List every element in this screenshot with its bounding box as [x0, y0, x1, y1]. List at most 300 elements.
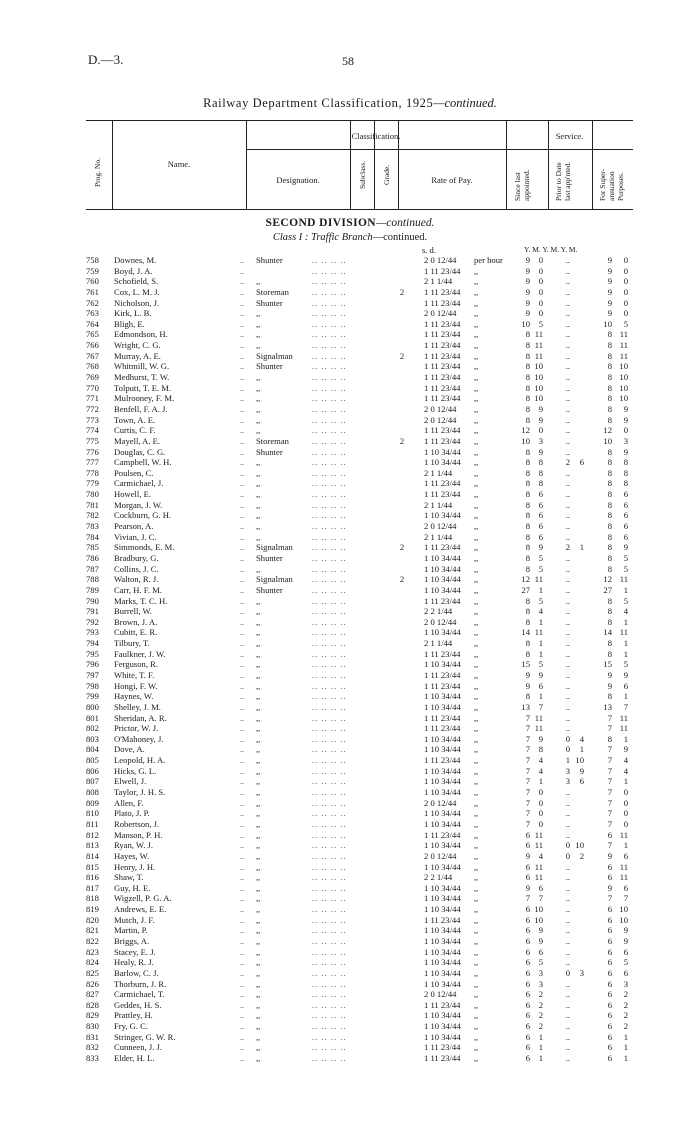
since-last-years: 8: [525, 446, 530, 457]
rate-period: ,,: [474, 989, 479, 1000]
rate-of-pay: 1 11 23/44: [424, 340, 461, 351]
since-last-years: 12: [521, 574, 530, 585]
designation: Signalman: [256, 574, 293, 585]
prior-years: ..: [565, 1031, 570, 1042]
leader-dots: .. .. .. ..: [312, 723, 347, 734]
since-last-years: 8: [525, 521, 530, 532]
leader-dots: .. .. .. ..: [312, 510, 347, 521]
super-months: 0: [623, 286, 628, 297]
since-last-months: 1: [538, 648, 543, 659]
employee-name: Bradbury, G.: [114, 552, 159, 563]
leader-dots: ..: [240, 669, 245, 680]
leader-dots: .. .. .. ..: [312, 308, 347, 319]
super-months: 0: [623, 797, 628, 808]
table-row: [0, 670, 700, 681]
employee-name: O'Mahoney, J.: [114, 733, 164, 744]
prior-months: 1: [579, 744, 584, 755]
prior-years: ..: [565, 669, 570, 680]
prog-no: 803: [86, 733, 99, 744]
table-row: [0, 659, 700, 670]
since-last-months: 0: [538, 808, 543, 819]
since-last-years: 9: [525, 276, 530, 287]
leader-dots: .. .. .. ..: [312, 489, 347, 500]
super-years: 6: [607, 967, 612, 978]
leader-dots: .. .. .. ..: [312, 329, 347, 340]
designation: ,,: [256, 340, 261, 351]
since-last-years: 7: [525, 744, 530, 755]
prior-years: ..: [565, 627, 570, 638]
leader-dots: .. .. .. ..: [312, 276, 347, 287]
employee-name: Town, A. E.: [114, 414, 156, 425]
prior-years: 2: [565, 542, 570, 553]
employee-name: Martin, P.: [114, 925, 148, 936]
employee-name: Morgan, J. W.: [114, 499, 163, 510]
since-last-years: 6: [525, 989, 530, 1000]
prior-years: ..: [565, 372, 570, 383]
rate-of-pay: 1 11 23/44: [424, 425, 461, 436]
employee-name: Bligh, E.: [114, 318, 145, 329]
leader-dots: ..: [240, 638, 245, 649]
table-row: [0, 404, 700, 415]
since-last-years: 6: [525, 829, 530, 840]
designation: ,,: [256, 712, 261, 723]
super-months: 9: [623, 542, 628, 553]
designation: ,,: [256, 978, 261, 989]
branch-name: Traffic Branch: [311, 232, 373, 243]
table-row: [0, 947, 700, 958]
employee-name: Brown, J. A.: [114, 616, 158, 627]
super-months: 4: [623, 765, 628, 776]
rate-of-pay: 1 10 34/44: [424, 957, 461, 968]
rate-of-pay: 1 11 23/44: [424, 329, 461, 340]
since-last-years: 27: [521, 584, 530, 595]
prior-years: ..: [565, 787, 570, 798]
prior-months: 4: [579, 733, 584, 744]
employee-name: Henry, J. H.: [114, 861, 156, 872]
leader-dots: ..: [240, 521, 245, 532]
division-suffix: —continued.: [376, 217, 435, 229]
class-label: Class I :: [272, 232, 309, 243]
leader-dots: .. .. .. ..: [312, 286, 347, 297]
super-years: 8: [607, 552, 612, 563]
leader-dots: .. .. .. ..: [312, 531, 347, 542]
prior-years: ..: [565, 925, 570, 936]
since-last-years: 9: [525, 286, 530, 297]
since-last-years: 7: [525, 733, 530, 744]
since-last-months: 10: [534, 382, 543, 393]
super-years: 7: [607, 712, 612, 723]
super-months: 7: [623, 701, 628, 712]
since-last-months: 0: [538, 425, 543, 436]
since-last-months: 5: [538, 318, 543, 329]
rate-of-pay: 1 10 34/44: [424, 840, 461, 851]
rate-period: ,,: [474, 595, 479, 606]
leader-dots: .. .. .. ..: [312, 893, 347, 904]
table-row: [0, 521, 700, 532]
since-last-months: 9: [538, 542, 543, 553]
since-last-months: 3: [538, 967, 543, 978]
rate-of-pay: 1 10 34/44: [424, 733, 461, 744]
prior-years: ..: [565, 552, 570, 563]
leader-dots: ..: [240, 712, 245, 723]
super-months: 1: [623, 776, 628, 787]
header-grade: Grade.: [382, 164, 391, 185]
table-row: [0, 798, 700, 809]
prior-years: ..: [565, 680, 570, 691]
super-years: 7: [607, 744, 612, 755]
prior-years: ..: [565, 499, 570, 510]
rate-period: ,,: [474, 808, 479, 819]
leader-dots: .. .. .. ..: [312, 797, 347, 808]
leader-dots: ..: [240, 808, 245, 819]
rate-of-pay: 1 11 23/44: [424, 680, 461, 691]
super-years: 8: [607, 638, 612, 649]
super-years: 8: [607, 350, 612, 361]
leader-dots: ..: [240, 850, 245, 861]
leader-dots: ..: [240, 478, 245, 489]
prog-no: 827: [86, 989, 99, 1000]
employee-name: Guy, H. E.: [114, 882, 151, 893]
rate-period: ,,: [474, 584, 479, 595]
table-row: [0, 372, 700, 383]
leader-dots: ..: [240, 755, 245, 766]
since-last-months: 4: [538, 606, 543, 617]
designation: ,,: [256, 425, 261, 436]
leader-dots: .. .. .. ..: [312, 372, 347, 383]
super-years: 9: [607, 850, 612, 861]
rate-of-pay: 1 10 34/44: [424, 787, 461, 798]
prog-no: 823: [86, 946, 99, 957]
designation: ,,: [256, 616, 261, 627]
designation: ,,: [256, 808, 261, 819]
employee-name: Healy, R. J.: [114, 957, 154, 968]
super-months: 9: [623, 744, 628, 755]
since-last-years: 7: [525, 712, 530, 723]
since-last-years: 13: [521, 701, 530, 712]
employee-name: Taylor, J. H. S.: [114, 787, 166, 798]
rate-period: ,,: [474, 616, 479, 627]
leader-dots: .. .. .. ..: [312, 1010, 347, 1021]
employee-name: Edmondson, H.: [114, 329, 168, 340]
table-row: [0, 617, 700, 628]
employee-name: Cockburn, G. H.: [114, 510, 172, 521]
grade: 2: [399, 286, 405, 297]
prior-years: ..: [565, 989, 570, 1000]
super-months: 5: [623, 552, 628, 563]
since-last-months: 6: [538, 510, 543, 521]
table-row: [0, 596, 700, 607]
designation: ,,: [256, 840, 261, 851]
super-months: 2: [623, 989, 628, 1000]
leader-dots: .. .. .. ..: [312, 829, 347, 840]
super-months: 11: [619, 574, 628, 585]
designation: ,,: [256, 797, 261, 808]
rate-period: ,,: [474, 393, 479, 404]
since-last-months: 11: [534, 329, 543, 340]
super-years: 6: [607, 946, 612, 957]
leader-dots: .. .. .. ..: [312, 542, 347, 553]
prior-years: ..: [565, 936, 570, 946]
designation: ,,: [256, 701, 261, 712]
rate-of-pay: 1 11 23/44: [424, 489, 461, 500]
prior-years: ..: [565, 1053, 570, 1064]
prog-no: 777: [86, 457, 99, 468]
super-months: 2: [623, 1021, 628, 1032]
super-years: 6: [607, 904, 612, 915]
designation: ,,: [256, 457, 261, 468]
table-row: [0, 1000, 700, 1011]
since-last-months: 8: [538, 744, 543, 755]
prog-no: 786: [86, 552, 99, 563]
rate-of-pay: 1 11 23/44: [424, 1042, 461, 1053]
super-months: 6: [623, 967, 628, 978]
designation: ,,: [256, 818, 261, 829]
table-row: [0, 585, 700, 596]
since-last-months: 11: [534, 840, 543, 851]
since-last-years: 6: [525, 936, 530, 946]
rate-period: ,,: [474, 999, 479, 1010]
rate-period: ,,: [474, 531, 479, 542]
super-years: 6: [607, 1031, 612, 1042]
rate-of-pay: 1 11 23/44: [424, 382, 461, 393]
since-last-months: 8: [538, 457, 543, 468]
prior-years: ..: [565, 382, 570, 393]
designation: ,,: [256, 627, 261, 638]
designation: ,,: [256, 755, 261, 766]
leader-dots: ..: [240, 797, 245, 808]
super-months: 10: [619, 382, 628, 393]
header-prior-to-date: Prior to Date last app'nted.: [554, 161, 572, 201]
since-last-months: 10: [534, 904, 543, 915]
rate-of-pay: 1 11 23/44: [424, 350, 461, 361]
leader-dots: ..: [240, 818, 245, 829]
leader-dots: ..: [240, 435, 245, 446]
prior-months: 2: [579, 850, 584, 861]
table-row: [0, 702, 700, 713]
prog-no: 806: [86, 765, 99, 776]
rate-period: ,,: [474, 499, 479, 510]
prior-months: 10: [575, 840, 584, 851]
leader-dots: ..: [240, 936, 245, 946]
super-months: 1: [623, 648, 628, 659]
designation: Shunter: [256, 584, 283, 595]
running-title: [0, 96, 700, 111]
leader-dots: .. .. .. ..: [312, 648, 347, 659]
prog-no: 807: [86, 776, 99, 787]
since-last-months: 6: [538, 946, 543, 957]
leader-dots: .. .. .. ..: [312, 393, 347, 404]
leader-dots: ..: [240, 744, 245, 755]
employee-name: White, T. F.: [114, 669, 155, 680]
super-years: 12: [603, 425, 612, 436]
rate-period: ,,: [474, 669, 479, 680]
since-last-months: 5: [538, 552, 543, 563]
since-last-years: 8: [525, 595, 530, 606]
employee-name: Carr, H. F. M.: [114, 584, 162, 595]
prog-no: 759: [86, 265, 99, 276]
super-years: 9: [607, 297, 612, 308]
since-last-years: 6: [525, 914, 530, 925]
designation: ,,: [256, 946, 261, 957]
rate-of-pay: 2 0 12/44: [424, 403, 457, 414]
super-years: 8: [607, 457, 612, 468]
employee-name: Walton, R. J.: [114, 574, 159, 585]
since-last-months: 6: [538, 531, 543, 542]
designation: ,,: [256, 489, 261, 500]
employee-name: Cunneen, J. J.: [114, 1042, 162, 1053]
super-months: 3: [623, 978, 628, 989]
leader-dots: ..: [240, 787, 245, 798]
rate-period: ,,: [474, 467, 479, 478]
rate-period: ,,: [474, 776, 479, 787]
table-row: [0, 819, 700, 830]
super-months: 6: [623, 882, 628, 893]
prog-no: 772: [86, 403, 99, 414]
prog-no: 817: [86, 882, 99, 893]
rate-of-pay: 1 10 34/44: [424, 446, 461, 457]
employee-name: Wigzell, P. G. A.: [114, 893, 172, 904]
since-last-months: 1: [538, 1053, 543, 1064]
rate-period: ,,: [474, 372, 479, 383]
employee-name: Geddes, H. S.: [114, 999, 162, 1010]
since-last-months: 5: [538, 659, 543, 670]
grade: 2: [399, 574, 405, 585]
rate-of-pay: 1 10 34/44: [424, 978, 461, 989]
employee-name: Hayes, W.: [114, 850, 150, 861]
table-row: [0, 415, 700, 426]
prior-years: ..: [565, 872, 570, 883]
since-last-years: 6: [525, 978, 530, 989]
leader-dots: .. .. .. ..: [312, 499, 347, 510]
leader-dots: .. .. .. ..: [312, 425, 347, 436]
leader-dots: ..: [240, 382, 245, 393]
super-years: 6: [607, 829, 612, 840]
super-years: 8: [607, 361, 612, 372]
employee-name: Ryan, W. J.: [114, 840, 154, 851]
super-years: 9: [607, 286, 612, 297]
since-last-months: 11: [534, 627, 543, 638]
rate-of-pay: 1 10 34/44: [424, 584, 461, 595]
since-last-years: 6: [525, 872, 530, 883]
super-months: 11: [619, 712, 628, 723]
table-row: [0, 766, 700, 777]
page-number: 58: [342, 54, 354, 68]
super-years: 7: [607, 787, 612, 798]
prior-months: 6: [579, 457, 584, 468]
prog-no: 785: [86, 542, 99, 553]
prog-no: 824: [86, 957, 99, 968]
employee-name: Hongi, F. W.: [114, 680, 158, 691]
designation: ,,: [256, 999, 261, 1010]
table-row: [0, 1053, 700, 1064]
employee-name: Benfell, F. A. J.: [114, 403, 168, 414]
super-months: 3: [623, 435, 628, 446]
table-row: [0, 361, 700, 372]
table-row: [0, 329, 700, 340]
since-last-months: 9: [538, 925, 543, 936]
super-years: 8: [607, 393, 612, 404]
rate-period: ,,: [474, 765, 479, 776]
division-title: SECOND DIVISION: [265, 217, 377, 229]
employee-name: Downes, M.: [114, 255, 157, 265]
rate-of-pay: 1 10 34/44: [424, 627, 461, 638]
prior-years: ..: [565, 414, 570, 425]
super-months: 6: [623, 850, 628, 861]
leader-dots: ..: [240, 467, 245, 478]
designation: ,,: [256, 989, 261, 1000]
rate-period: ,,: [474, 850, 479, 861]
rate-of-pay: 1 10 34/44: [424, 1010, 461, 1021]
since-last-months: 1: [538, 638, 543, 649]
employee-name: Carmichael, J.: [114, 478, 164, 489]
since-last-months: 8: [538, 467, 543, 478]
leader-dots: .. .. .. ..: [312, 744, 347, 755]
leader-dots: ..: [240, 893, 245, 904]
leader-dots: .. .. .. ..: [312, 467, 347, 478]
rate-period: ,,: [474, 382, 479, 393]
prior-years: ..: [565, 595, 570, 606]
designation: ,,: [256, 1031, 261, 1042]
employee-name: Medhurst, T. W.: [114, 372, 170, 383]
leader-dots: .. .. .. ..: [312, 638, 347, 649]
designation: ,,: [256, 914, 261, 925]
super-years: 8: [607, 521, 612, 532]
super-years: 6: [607, 872, 612, 883]
prog-no: 794: [86, 638, 99, 649]
since-last-years: 6: [525, 925, 530, 936]
header-service: Service.: [555, 131, 584, 141]
table-row: [0, 744, 700, 755]
since-last-months: 9: [538, 403, 543, 414]
since-last-years: 6: [525, 1053, 530, 1064]
super-years: 8: [607, 595, 612, 606]
super-months: 11: [619, 829, 628, 840]
super-months: 9: [623, 403, 628, 414]
table-row: [0, 776, 700, 787]
header-designation: Designation.: [276, 175, 320, 185]
prior-months: 10: [575, 755, 584, 766]
designation: ,,: [256, 393, 261, 404]
since-last-years: 9: [525, 265, 530, 276]
super-months: 0: [623, 255, 628, 265]
rate-period: ,,: [474, 680, 479, 691]
rate-period: ,,: [474, 925, 479, 936]
since-last-years: 8: [525, 489, 530, 500]
prior-years: 1: [565, 755, 570, 766]
since-last-months: 5: [538, 563, 543, 574]
super-months: 0: [623, 265, 628, 276]
since-last-years: 6: [525, 1021, 530, 1032]
super-years: 9: [607, 308, 612, 319]
rate-of-pay: 1 10 34/44: [424, 818, 461, 829]
since-last-years: 8: [525, 329, 530, 340]
table-row: [0, 883, 700, 894]
rate-period: ,,: [474, 1021, 479, 1032]
leader-dots: .. .. .. ..: [312, 691, 347, 702]
leader-dots: .. .. .. ..: [312, 457, 347, 468]
since-last-months: 1: [538, 691, 543, 702]
rate-of-pay: 1 11 23/44: [424, 297, 461, 308]
rate-period: ,,: [474, 733, 479, 744]
super-years: 9: [607, 882, 612, 893]
designation: Shunter: [256, 446, 283, 457]
prior-years: ..: [565, 978, 570, 989]
leader-dots: .. .. .. ..: [312, 914, 347, 925]
table-row: [0, 606, 700, 617]
since-last-months: 10: [534, 393, 543, 404]
prog-no: 820: [86, 914, 99, 925]
prior-years: ..: [565, 478, 570, 489]
